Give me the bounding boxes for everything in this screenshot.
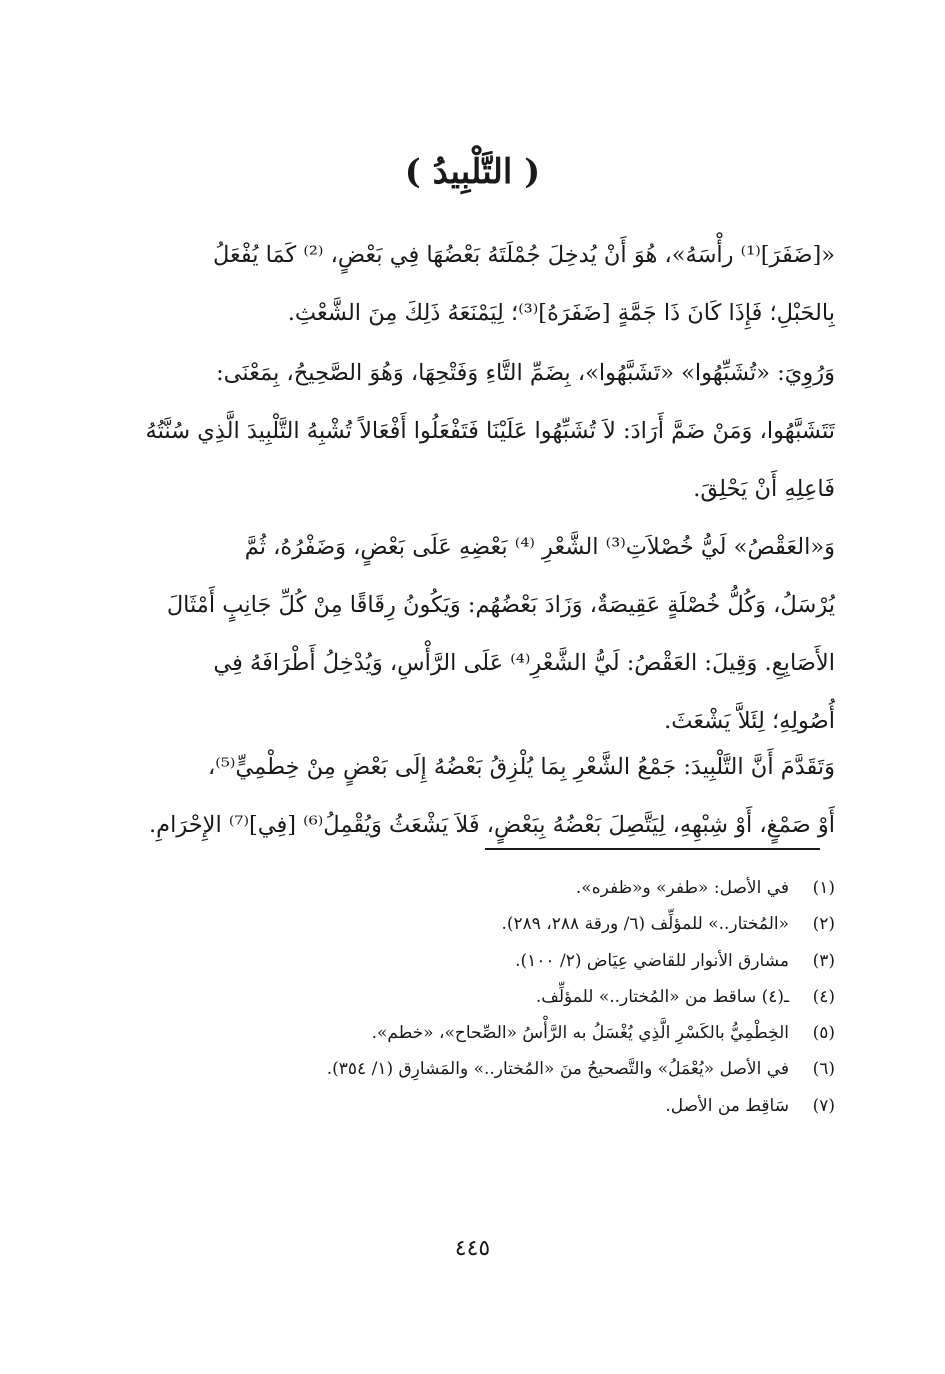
footnote-text: «المُختار..» للمؤلِّف (٦/ ورقة ٢٨٨، ٢٨٩). — [501, 914, 789, 935]
footnote-text: في الأصل «يُعْمَلُ» والتَّصحيحُ منَ «المُختار..» والمَشارِق (١/ ٣٥٤). — [326, 1059, 789, 1080]
paragraph-3 — [105, 518, 835, 750]
footnote-item — [180, 979, 835, 1015]
footnote-number: (٦) — [812, 1059, 835, 1080]
footnote-separator — [485, 848, 820, 850]
paragraph-line: فَاعِلِهِ أَنْ يَحْلِقَ. — [693, 476, 835, 502]
paragraph-4 — [105, 738, 835, 854]
footnote-text: مشارق الأنوار للقاضي عِيَاض (٢/ ١٠٠). — [515, 950, 789, 971]
footnote-item — [180, 870, 835, 906]
paragraph-line: «[ضَفَرَ]⁽¹⁾ رأْسَهُ»، هُوَ أَنْ يُدخِلَ جُمْلَتَهُ بَعْضُهَا فِي بَعْضٍ، ⁽²⁾ كَمَا يُفْعَلُ — [212, 242, 835, 268]
footnote-number: (٥) — [812, 1023, 835, 1044]
footnote-number: (٢) — [812, 914, 835, 935]
footnote-text: ـ(٤) ساقط من «المُختار..» للمؤلِّف. — [535, 986, 789, 1007]
paragraph-line: بِالحَبْلِ؛ فَإِذَا كَانَ ذَا جَمَّةٍ [ضَفَرَهُ]⁽³⁾؛ لِيَمْنَعَهُ ذَلِكَ مِنَ الشَّعْثِ. — [287, 300, 835, 326]
footnote-number: (٣) — [812, 950, 835, 971]
paragraph-line: وَرُوِيَ: «تُشَبِّهُوا» «تَشَبَّهُوا»، بِضَمِّ التَّاءِ وَفَتْحِهَا، وَهُوَ الصَّحِيحُ، بِمَعْنَى: — [216, 360, 835, 386]
page-heading: ( التَّلْبِيدُ ) — [404, 152, 541, 192]
footnote-text: الخِطْمِيُّ بالكَسْرِ الَّذِي يُغْسَلُ به الرَّأْسُ «الصِّحاح»، «خطم». — [371, 1023, 789, 1044]
paragraph-line: الأَصَابِعِ. وَقِيلَ: العَقْصُ: لَيُّ الشَّعْرِ⁽⁴⁾ عَلَى الرَّأْسِ، وَيُدْخِلُ أَطْرَافَهُ فِي — [213, 650, 835, 676]
paragraph-line: وَتَقَدَّمَ أَنَّ التَّلْبِيدَ: جَمْعُ الشَّعْرِ بِمَا يُلْزِقُ بَعْضُهُ إِلَى بَعْضٍ مِنْ خِطْمِيٍّ⁽⁵⁾، — [208, 754, 835, 780]
paragraph-line: أُصُولِهِ؛ لِئَلاَّ يَشْعَثَ. — [664, 708, 835, 734]
footnote-item — [180, 906, 835, 942]
footnote-text: في الأصل: «طفر» و«ظفره». — [575, 878, 789, 898]
footnote-number: (٤) — [812, 986, 835, 1007]
footnote-item — [180, 1088, 835, 1124]
page-number: ٤٤٥ — [454, 1236, 491, 1261]
paragraph-2 — [105, 344, 835, 518]
footnote-item — [180, 943, 835, 979]
paragraph-line: يُرْسَلُ، وَكُلُّ خُصْلَةٍ عَقِيصَةٌ، وَزَادَ بَعْضُهُم: وَيَكُونُ رِقَاقًا مِنْ كُلِّ جَانِبٍ أَمْثَالَ — [166, 592, 835, 618]
footnotes — [180, 870, 835, 1124]
paragraph-line: تَتَشَبَّهُوا، وَمَنْ ضَمَّ أَرَادَ: لاَ تُشَبِّهُوا عَلَيْنَا فَتَفْعَلُوا أَفْعَالاً تُشْبِهُ التَّلْبِيدَ الَّذِي سُنَّتُهُ — [145, 418, 835, 444]
footnote-number: (١) — [812, 878, 835, 898]
paragraph-1 — [105, 226, 835, 342]
paragraph-line: وَ«العَقْصُ» لَيُّ خُصْلاَتِ⁽³⁾ الشَّعْرِ ⁽⁴⁾ بَعْضِهِ عَلَى بَعْضٍ، وَضَفْرُهُ، ثُمَّ — [244, 534, 835, 560]
footnote-number: (٧) — [812, 1095, 835, 1116]
footnote-text: سَاقِط من الأصل. — [665, 1095, 789, 1116]
footnote-item — [180, 1051, 835, 1087]
footnote-item — [180, 1015, 835, 1051]
paragraph-line: أَوْ صَمْغٍ، أَوْ شِبْهِهِ، لِيَتَّصِلَ بَعْضُهُ بِبَعْضٍ، فَلاَ يَشْعَثُ وَيُقْمِلُ⁽⁶⁾ [فِي]⁽⁷⁾ الإِحْرَامِ. — [148, 812, 835, 838]
